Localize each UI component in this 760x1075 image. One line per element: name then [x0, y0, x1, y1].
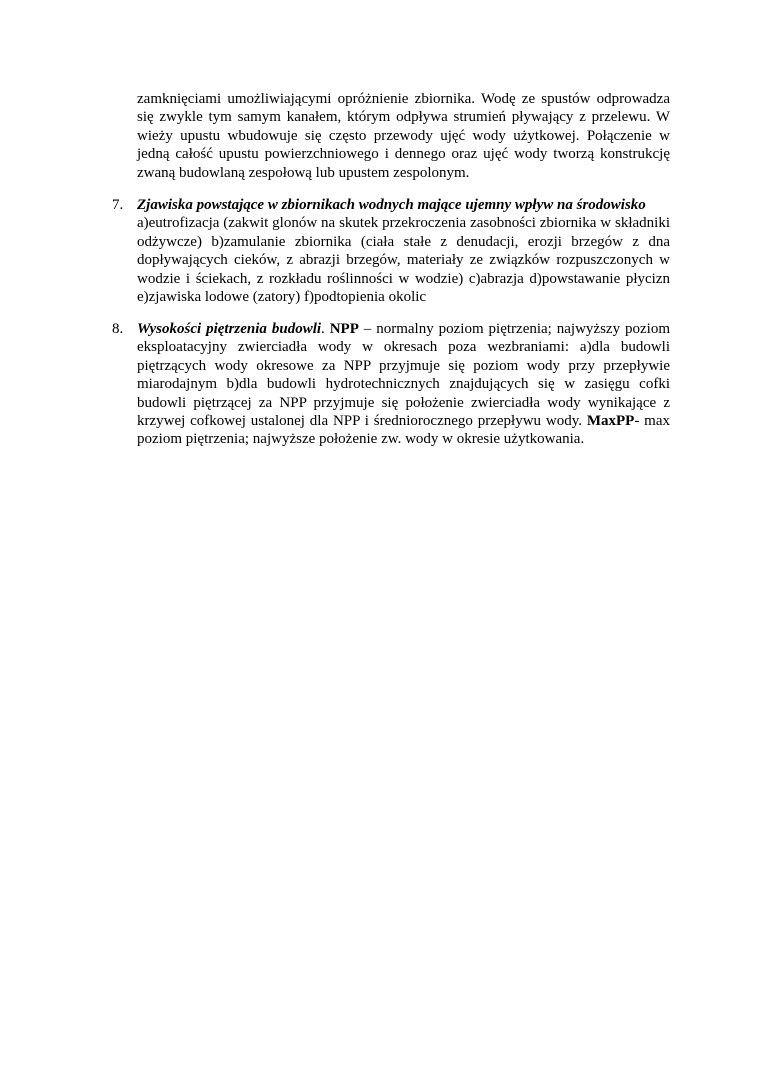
- item-heading: Wysokości piętrzenia budowli: [137, 321, 322, 337]
- heading-separator: .: [321, 321, 330, 337]
- definition-maxpp: - max poziom piętrzenia; najwyższe położenie zw. wody w okresie użytkowania.: [137, 413, 670, 448]
- item-number: 8.: [112, 321, 124, 337]
- definition-npp: – normalny poziom piętrzenia; najwyższy poziom eksploatacyjny zwierciadła wody w okresach poza wezbraniami: a)dla budowli piętrzących wody okresowe za NPP przyjmuje się poziom wody przy przepływie miarodajnym b)dla budowli hydrotechnicznych znajdujących się w zasięgu cofki budowli piętrzącej za NPP przyjmuje się położenie zwierciadła wody wynikające z krzywej cofkowej ustalonej dla NPP i średniorocznego przepływu wody.: [137, 321, 670, 430]
- term-maxpp: MaxPP: [586, 413, 635, 430]
- list-item-8: [112, 320, 670, 449]
- item-heading: Zjawiska powstające w zbiornikach wodnych mające ujemny wpływ na środowisko: [137, 197, 646, 213]
- continuation-paragraph: zamknięciami umożliwiającymi opróżnienie zbiornika. Wodę ze spustów odprowadza się zwykle tym samym kanałem, którym odpływa strumień pływający z przelewu. W wieży upustu wbudowuje się często przewody ujęć wody użytkowej. Połączenie w jedną całość upustu powierzchniowego i dennego oraz ujęć wody tworzą konstrukcję zwaną budowlaną zespołową lub upustem zespolonym.: [137, 91, 670, 181]
- term-npp: NPP: [329, 321, 359, 337]
- list-item-7: [112, 196, 670, 306]
- item-body: a)eutrofizacja (zakwit glonów na skutek przekroczenia zasobności zbiornika w składniki odżywcze) b)zamulanie zbiornika (ciała stałe z denudacji, erozji brzegów z dna dopływających cieków, z abrazji brzegów, materiały ze związków rozpuszczonych w wodzie i ściekach, z rozkładu roślinności w wodzie) c)abrazja d)powstawanie płycizn e)zjawiska lodowe (zatory) f)podtopienia okolic: [137, 215, 670, 306]
- item-number: 7.: [112, 197, 124, 213]
